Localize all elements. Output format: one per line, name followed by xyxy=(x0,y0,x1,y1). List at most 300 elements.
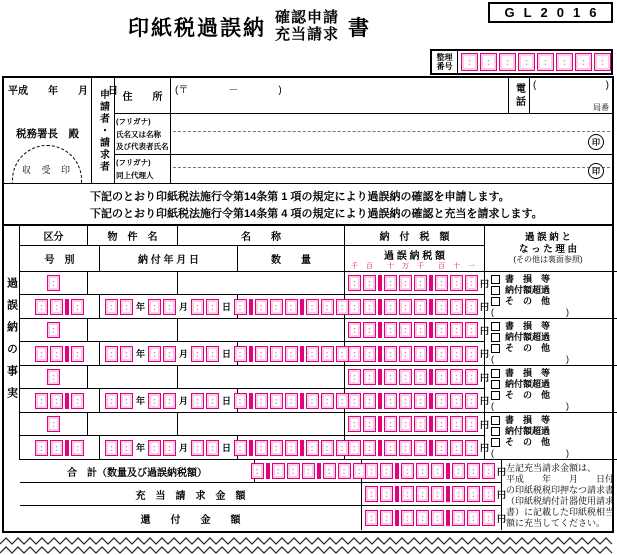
digit-box[interactable] xyxy=(399,440,412,456)
digit-box[interactable] xyxy=(363,299,376,315)
date-unit-label: 年 xyxy=(135,349,145,359)
fact-subrow-b xyxy=(20,342,345,365)
digit-box[interactable] xyxy=(450,322,463,338)
digit-box[interactable] xyxy=(399,275,412,291)
digit-box[interactable] xyxy=(452,486,465,502)
reason-option xyxy=(491,368,606,378)
digit-box[interactable] xyxy=(50,346,63,362)
digit-box[interactable] xyxy=(435,275,448,291)
reason-checkbox[interactable] xyxy=(491,286,500,295)
quantity-field xyxy=(238,295,345,318)
digit-box[interactable] xyxy=(120,346,133,362)
digit-box[interactable] xyxy=(482,510,495,526)
overpayment-fact-table xyxy=(4,226,615,528)
name-input[interactable] xyxy=(178,272,345,294)
digit-box[interactable] xyxy=(414,275,427,291)
digit-box[interactable] xyxy=(518,53,535,71)
digit-box[interactable] xyxy=(384,440,397,456)
digit-box[interactable] xyxy=(35,440,48,456)
reason-header-line2: な っ た 理 由 xyxy=(518,243,578,255)
digit-box[interactable] xyxy=(338,463,351,479)
digit-box[interactable] xyxy=(452,463,465,479)
reason-checkbox[interactable] xyxy=(491,380,500,389)
digit-box[interactable] xyxy=(467,486,480,502)
digit-box[interactable] xyxy=(206,346,219,362)
side-label-cell xyxy=(4,226,20,460)
digit-box[interactable] xyxy=(163,346,176,362)
comma-separator xyxy=(300,346,304,362)
digit-box[interactable] xyxy=(399,322,412,338)
total-label: 合 計（数量及び過誤納税額） xyxy=(20,460,255,482)
digit-box[interactable] xyxy=(47,322,60,338)
digit-box[interactable] xyxy=(499,53,516,71)
paid-tax-amount-field xyxy=(345,413,490,436)
item-name-input[interactable] xyxy=(88,272,178,294)
comma-separator xyxy=(378,369,382,385)
reason-option-label: 納付額超過 xyxy=(505,379,551,389)
comma-separator xyxy=(65,393,69,409)
digit-box[interactable] xyxy=(163,299,176,315)
digit-box[interactable] xyxy=(321,299,334,315)
payment-date-boxes xyxy=(105,440,232,456)
digit-box[interactable] xyxy=(47,275,60,291)
reason-other-input[interactable]: ( ) xyxy=(491,448,569,458)
digit-box[interactable] xyxy=(191,393,204,409)
reason-header-note: (その他は裏面参照) xyxy=(513,255,583,265)
header-overpaid-tax: 過 誤 納 税 額 xyxy=(383,250,446,262)
digit-box[interactable] xyxy=(191,346,204,362)
reason-option xyxy=(491,321,606,331)
submission-date-line[interactable]: 平成 年 月 日 xyxy=(8,86,118,97)
digit-box[interactable] xyxy=(414,393,427,409)
digit-box[interactable] xyxy=(416,510,429,526)
digit-box[interactable] xyxy=(71,440,84,456)
comma-separator xyxy=(429,440,433,456)
digit-box[interactable] xyxy=(384,416,397,432)
fact-row-left xyxy=(20,272,345,318)
digit-box[interactable] xyxy=(323,463,336,479)
comma-separator xyxy=(378,299,382,315)
appropriation-amount-field xyxy=(362,483,507,505)
phone-input[interactable] xyxy=(530,78,612,113)
digit-box[interactable] xyxy=(285,346,298,362)
header-row-1 xyxy=(20,226,345,246)
furigana-input-line[interactable] xyxy=(173,114,610,132)
scale-digit: 百 xyxy=(438,262,445,270)
digit-box[interactable] xyxy=(450,275,463,291)
digit-box[interactable] xyxy=(450,299,463,315)
digit-box[interactable] xyxy=(302,463,315,479)
digit-box[interactable] xyxy=(47,369,60,385)
digit-box[interactable] xyxy=(71,299,84,315)
digit-box[interactable] xyxy=(348,346,361,362)
digit-box[interactable] xyxy=(348,393,361,409)
digit-box[interactable] xyxy=(272,463,285,479)
digit-box[interactable] xyxy=(191,299,204,315)
digit-box[interactable] xyxy=(35,299,48,315)
payment-date-boxes xyxy=(105,346,232,362)
digit-box[interactable] xyxy=(270,393,283,409)
paid-tax-boxes xyxy=(348,416,478,432)
reason-option xyxy=(491,426,606,436)
digit-box[interactable] xyxy=(465,393,478,409)
gobetsu-field xyxy=(20,436,100,459)
digit-box[interactable] xyxy=(399,299,412,315)
yen-label: 円 xyxy=(480,419,490,430)
reason-field xyxy=(485,319,611,365)
digit-box[interactable] xyxy=(50,393,63,409)
digit-box[interactable] xyxy=(285,299,298,315)
digit-box[interactable] xyxy=(450,393,463,409)
digit-box[interactable] xyxy=(384,346,397,362)
digit-box[interactable] xyxy=(270,346,283,362)
digit-box[interactable] xyxy=(348,322,361,338)
comma-separator xyxy=(317,463,321,479)
digit-box[interactable] xyxy=(321,440,334,456)
digit-box[interactable] xyxy=(384,299,397,315)
name-input[interactable] xyxy=(178,413,345,435)
digit-box[interactable] xyxy=(47,416,60,432)
comma-separator xyxy=(378,393,382,409)
digit-box[interactable] xyxy=(206,393,219,409)
phone-paren-open: ( xyxy=(533,80,537,91)
digit-box[interactable] xyxy=(35,346,48,362)
digit-box[interactable] xyxy=(363,369,376,385)
digit-box[interactable] xyxy=(384,275,397,291)
paid-tax-boxes xyxy=(348,369,478,385)
digit-box[interactable] xyxy=(120,393,133,409)
name-label-line1: 氏名又は名称 xyxy=(116,129,161,139)
digit-box[interactable] xyxy=(148,299,161,315)
digit-box[interactable] xyxy=(148,346,161,362)
comma-separator xyxy=(300,440,304,456)
yen-label: 円 xyxy=(497,466,507,477)
agent-seal-mark: 印 xyxy=(588,163,604,179)
reason-header-line1: 過 誤 納 と xyxy=(525,231,571,243)
agent-input-area[interactable] xyxy=(171,155,612,183)
digit-box[interactable] xyxy=(414,346,427,362)
reason-checkbox[interactable] xyxy=(491,275,500,284)
header-gobetsu: 号 別 xyxy=(20,246,100,271)
digit-box[interactable] xyxy=(206,299,219,315)
digit-box[interactable] xyxy=(450,369,463,385)
digit-box[interactable] xyxy=(321,346,334,362)
reason-checkbox[interactable] xyxy=(491,322,500,331)
digit-box[interactable] xyxy=(399,369,412,385)
digit-box[interactable] xyxy=(148,440,161,456)
digit-box[interactable] xyxy=(363,346,376,362)
quantity-field xyxy=(238,389,345,412)
digit-box[interactable] xyxy=(414,440,427,456)
digit-box[interactable] xyxy=(465,369,478,385)
digit-box[interactable] xyxy=(306,299,319,315)
digit-box[interactable] xyxy=(575,53,592,71)
reason-option-label: 納付額超過 xyxy=(505,285,551,295)
reason-other-input[interactable]: ( ) xyxy=(491,401,569,411)
digit-box[interactable] xyxy=(384,369,397,385)
digit-box[interactable] xyxy=(380,463,393,479)
digit-box[interactable] xyxy=(234,299,247,315)
digit-box[interactable] xyxy=(450,416,463,432)
reason-other-input[interactable]: ( ) xyxy=(491,354,569,364)
phone-suffix-label: 局番 xyxy=(593,102,609,112)
digit-box[interactable] xyxy=(363,275,376,291)
side-label: 過誤納の事実 xyxy=(5,277,18,409)
digit-box[interactable] xyxy=(120,440,133,456)
digit-box[interactable] xyxy=(270,299,283,315)
paid-tax-amount-field xyxy=(345,366,490,389)
date-unit-label: 月 xyxy=(178,302,188,312)
digit-box[interactable] xyxy=(465,346,478,362)
kubun-field xyxy=(20,413,88,435)
digit-box[interactable] xyxy=(435,440,448,456)
digit-box[interactable] xyxy=(435,416,448,432)
digit-box[interactable] xyxy=(365,510,378,526)
digit-box[interactable] xyxy=(435,369,448,385)
digit-box[interactable] xyxy=(255,393,268,409)
digit-box[interactable] xyxy=(450,440,463,456)
digit-box[interactable] xyxy=(465,322,478,338)
digit-box[interactable] xyxy=(380,510,393,526)
reason-field xyxy=(485,366,611,412)
digit-box[interactable] xyxy=(255,346,268,362)
name-input-area[interactable] xyxy=(171,114,612,154)
digit-box[interactable] xyxy=(348,369,361,385)
quantity-field xyxy=(238,342,345,365)
digit-box[interactable] xyxy=(384,322,397,338)
totals-rows xyxy=(20,460,507,530)
fact-subrow-a xyxy=(20,366,345,389)
comma-separator xyxy=(429,275,433,291)
form-code-box xyxy=(488,2,613,23)
reason-option-label: 納付額超過 xyxy=(505,332,551,342)
digit-box[interactable] xyxy=(467,463,480,479)
refund-row xyxy=(20,506,507,530)
name-input[interactable] xyxy=(178,319,345,341)
digit-box[interactable] xyxy=(401,486,414,502)
digit-box[interactable] xyxy=(594,53,611,71)
digit-box[interactable] xyxy=(537,53,554,71)
gobetsu-boxes xyxy=(35,299,84,315)
digit-box[interactable] xyxy=(105,393,118,409)
digit-box[interactable] xyxy=(461,53,478,71)
digit-box[interactable] xyxy=(105,440,118,456)
digit-box[interactable] xyxy=(482,463,495,479)
digit-box[interactable] xyxy=(50,440,63,456)
item-name-input[interactable] xyxy=(88,413,178,435)
form-code: GL2016 xyxy=(504,5,606,20)
digit-box[interactable] xyxy=(401,463,414,479)
reason-checkbox[interactable] xyxy=(491,427,500,436)
digit-box[interactable] xyxy=(431,486,444,502)
digit-box[interactable] xyxy=(251,463,264,479)
digit-box[interactable] xyxy=(120,299,133,315)
item-name-input[interactable] xyxy=(88,366,178,388)
phone-label: 電話 xyxy=(513,82,525,109)
digit-box[interactable] xyxy=(431,510,444,526)
kubun-boxes xyxy=(47,416,60,432)
digit-box[interactable] xyxy=(148,393,161,409)
date-unit-label: 年 xyxy=(135,443,145,453)
digit-box[interactable] xyxy=(50,299,63,315)
appropriation-label: 充 当 請 求 金 額 xyxy=(20,483,362,505)
gobetsu-boxes xyxy=(35,346,84,362)
comma-separator xyxy=(65,346,69,362)
digit-box[interactable] xyxy=(234,440,247,456)
digit-box[interactable] xyxy=(416,463,429,479)
digit-box[interactable] xyxy=(234,393,247,409)
digit-box[interactable] xyxy=(71,393,84,409)
digit-box[interactable] xyxy=(435,393,448,409)
declaration-statements xyxy=(4,184,612,226)
kubun-boxes xyxy=(47,369,60,385)
digit-box[interactable] xyxy=(414,299,427,315)
digit-box[interactable] xyxy=(482,486,495,502)
digit-box[interactable] xyxy=(206,440,219,456)
digit-box[interactable] xyxy=(465,416,478,432)
reason-checkbox[interactable] xyxy=(491,333,500,342)
yen-label: 円 xyxy=(480,349,490,359)
phone-paren-close: ) xyxy=(605,80,609,91)
digit-box[interactable] xyxy=(365,463,378,479)
date-unit-label: 日 xyxy=(222,349,232,359)
digit-box[interactable] xyxy=(163,393,176,409)
digit-box[interactable] xyxy=(380,486,393,502)
digit-box[interactable] xyxy=(163,440,176,456)
digit-box[interactable] xyxy=(363,440,376,456)
comma-separator xyxy=(429,369,433,385)
total-quantity-field xyxy=(255,460,362,482)
digit-box[interactable] xyxy=(384,393,397,409)
digit-box[interactable] xyxy=(480,53,497,71)
address-input[interactable]: (〒 － ) xyxy=(175,85,282,96)
kubun-field xyxy=(20,272,88,294)
reason-option xyxy=(491,332,606,342)
agent-furigana-input-line[interactable] xyxy=(173,155,610,168)
appropriation-row xyxy=(20,483,507,506)
digit-box[interactable] xyxy=(401,510,414,526)
digit-box[interactable] xyxy=(452,510,465,526)
gobetsu-field xyxy=(20,389,100,412)
digit-box[interactable] xyxy=(450,346,463,362)
digit-box[interactable] xyxy=(399,393,412,409)
digit-box[interactable] xyxy=(105,299,118,315)
receipt-stamp-label: 収 受 印 xyxy=(21,165,74,175)
digit-box[interactable] xyxy=(270,440,283,456)
digit-box[interactable] xyxy=(348,275,361,291)
agent-furigana-label: (フリガナ) xyxy=(116,158,151,167)
reason-checkbox[interactable] xyxy=(491,438,500,447)
digit-box[interactable] xyxy=(255,299,268,315)
applicant-section xyxy=(4,78,612,184)
digit-box[interactable] xyxy=(431,463,444,479)
digit-box[interactable] xyxy=(105,346,118,362)
digit-box[interactable] xyxy=(363,416,376,432)
fact-rows xyxy=(20,272,617,460)
digit-box[interactable] xyxy=(285,440,298,456)
comma-separator xyxy=(395,463,399,479)
digit-box[interactable] xyxy=(234,346,247,362)
digit-box[interactable] xyxy=(399,416,412,432)
name-input[interactable] xyxy=(178,366,345,388)
digit-box[interactable] xyxy=(465,275,478,291)
digit-box[interactable] xyxy=(348,440,361,456)
digit-box[interactable] xyxy=(414,369,427,385)
digit-box[interactable] xyxy=(321,393,334,409)
comma-separator xyxy=(395,486,399,502)
date-unit-label: 年 xyxy=(135,302,145,312)
digit-box[interactable] xyxy=(556,53,573,71)
form-title xyxy=(128,10,371,44)
comma-separator xyxy=(446,510,450,526)
date-unit-label: 日 xyxy=(222,396,232,406)
reason-checkbox[interactable] xyxy=(491,297,500,306)
digit-box[interactable] xyxy=(435,322,448,338)
comma-separator xyxy=(429,416,433,432)
digit-box[interactable] xyxy=(348,416,361,432)
comma-separator xyxy=(429,299,433,315)
reason-checkbox[interactable] xyxy=(491,416,500,425)
reason-other-input[interactable]: ( ) xyxy=(491,307,569,317)
digit-box[interactable] xyxy=(365,486,378,502)
digit-box[interactable] xyxy=(435,299,448,315)
refund-amount-boxes xyxy=(365,510,495,526)
agent-name-input-line[interactable] xyxy=(171,168,612,183)
agent-label-cell xyxy=(115,155,171,183)
digit-box[interactable] xyxy=(348,299,361,315)
fact-row-left xyxy=(20,413,345,459)
digit-box[interactable] xyxy=(306,393,319,409)
date-unit-label: 月 xyxy=(178,349,188,359)
digit-box[interactable] xyxy=(467,510,480,526)
comma-separator xyxy=(65,299,69,315)
digit-box[interactable] xyxy=(363,393,376,409)
digit-box[interactable] xyxy=(191,440,204,456)
digit-box[interactable] xyxy=(465,299,478,315)
header-reason-column xyxy=(485,226,611,271)
overpaid-tax-boxes xyxy=(348,346,478,362)
digit-box[interactable] xyxy=(306,346,319,362)
reason-checkbox[interactable] xyxy=(491,344,500,353)
digit-box[interactable] xyxy=(285,393,298,409)
digit-box[interactable] xyxy=(71,346,84,362)
digit-box[interactable] xyxy=(363,322,376,338)
reason-checkbox[interactable] xyxy=(491,369,500,378)
paid-tax-amount-field xyxy=(345,272,490,295)
reason-checkbox[interactable] xyxy=(491,391,500,400)
name-input-line[interactable] xyxy=(171,132,612,154)
reference-number-boxes xyxy=(458,51,611,73)
payment-date-field xyxy=(100,295,238,318)
digit-box[interactable] xyxy=(399,346,412,362)
digit-box[interactable] xyxy=(414,416,427,432)
comma-separator xyxy=(249,299,253,315)
digit-box[interactable] xyxy=(435,346,448,362)
yen-label: 円 xyxy=(480,443,490,453)
digit-box[interactable] xyxy=(306,440,319,456)
digit-box[interactable] xyxy=(287,463,300,479)
quantity-boxes xyxy=(234,299,349,315)
digit-box[interactable] xyxy=(35,393,48,409)
digit-box[interactable] xyxy=(465,440,478,456)
item-name-input[interactable] xyxy=(88,319,178,341)
title-options xyxy=(275,10,339,44)
fact-table-main xyxy=(20,226,617,528)
digit-box[interactable] xyxy=(414,322,427,338)
quantity-boxes xyxy=(234,440,349,456)
digit-box[interactable] xyxy=(255,440,268,456)
digit-box[interactable] xyxy=(416,486,429,502)
